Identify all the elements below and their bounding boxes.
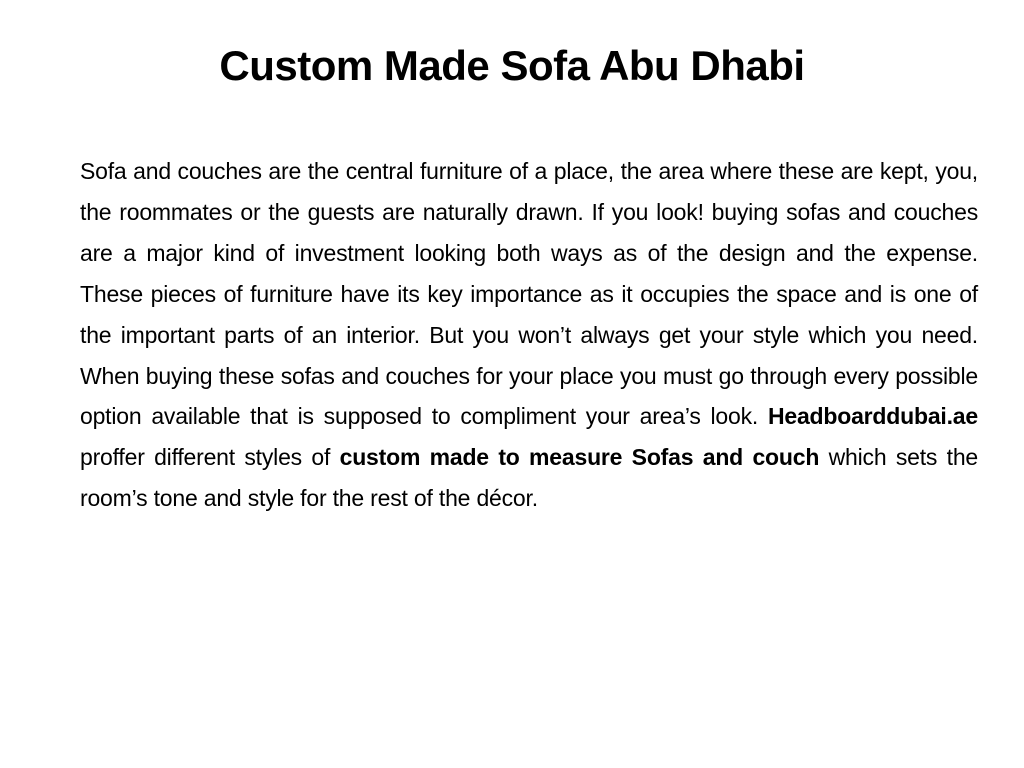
body-text-intro: Sofa and couches are the central furniture of a place, the area where these are kept, you, the roommates or the guests are naturally drawn. If you look! buying sofas and couches are a major kind of investment looking both ways as of the design and the expense. These pieces of furniture have its key importance as it occupies the space and is one of the important parts of an interior. But you won’t always get your style which you need. When buying these sofas and couches for your place you must go through every possible option available that is supposed to compliment your area’s look. — [80, 158, 978, 430]
body-text-end: which sets the room’s tone and style for the rest of the décor. — [80, 444, 979, 512]
slide-title: Custom Made Sofa Abu Dhabi — [219, 42, 805, 89]
brand-name: Headboarddubai.ae — [767, 403, 978, 430]
highlight-phrase: custom made to measure Sofas and couch — [339, 444, 820, 471]
slide-body-paragraph — [80, 151, 978, 519]
body-text-middle: proffer different styles of — [80, 444, 340, 471]
